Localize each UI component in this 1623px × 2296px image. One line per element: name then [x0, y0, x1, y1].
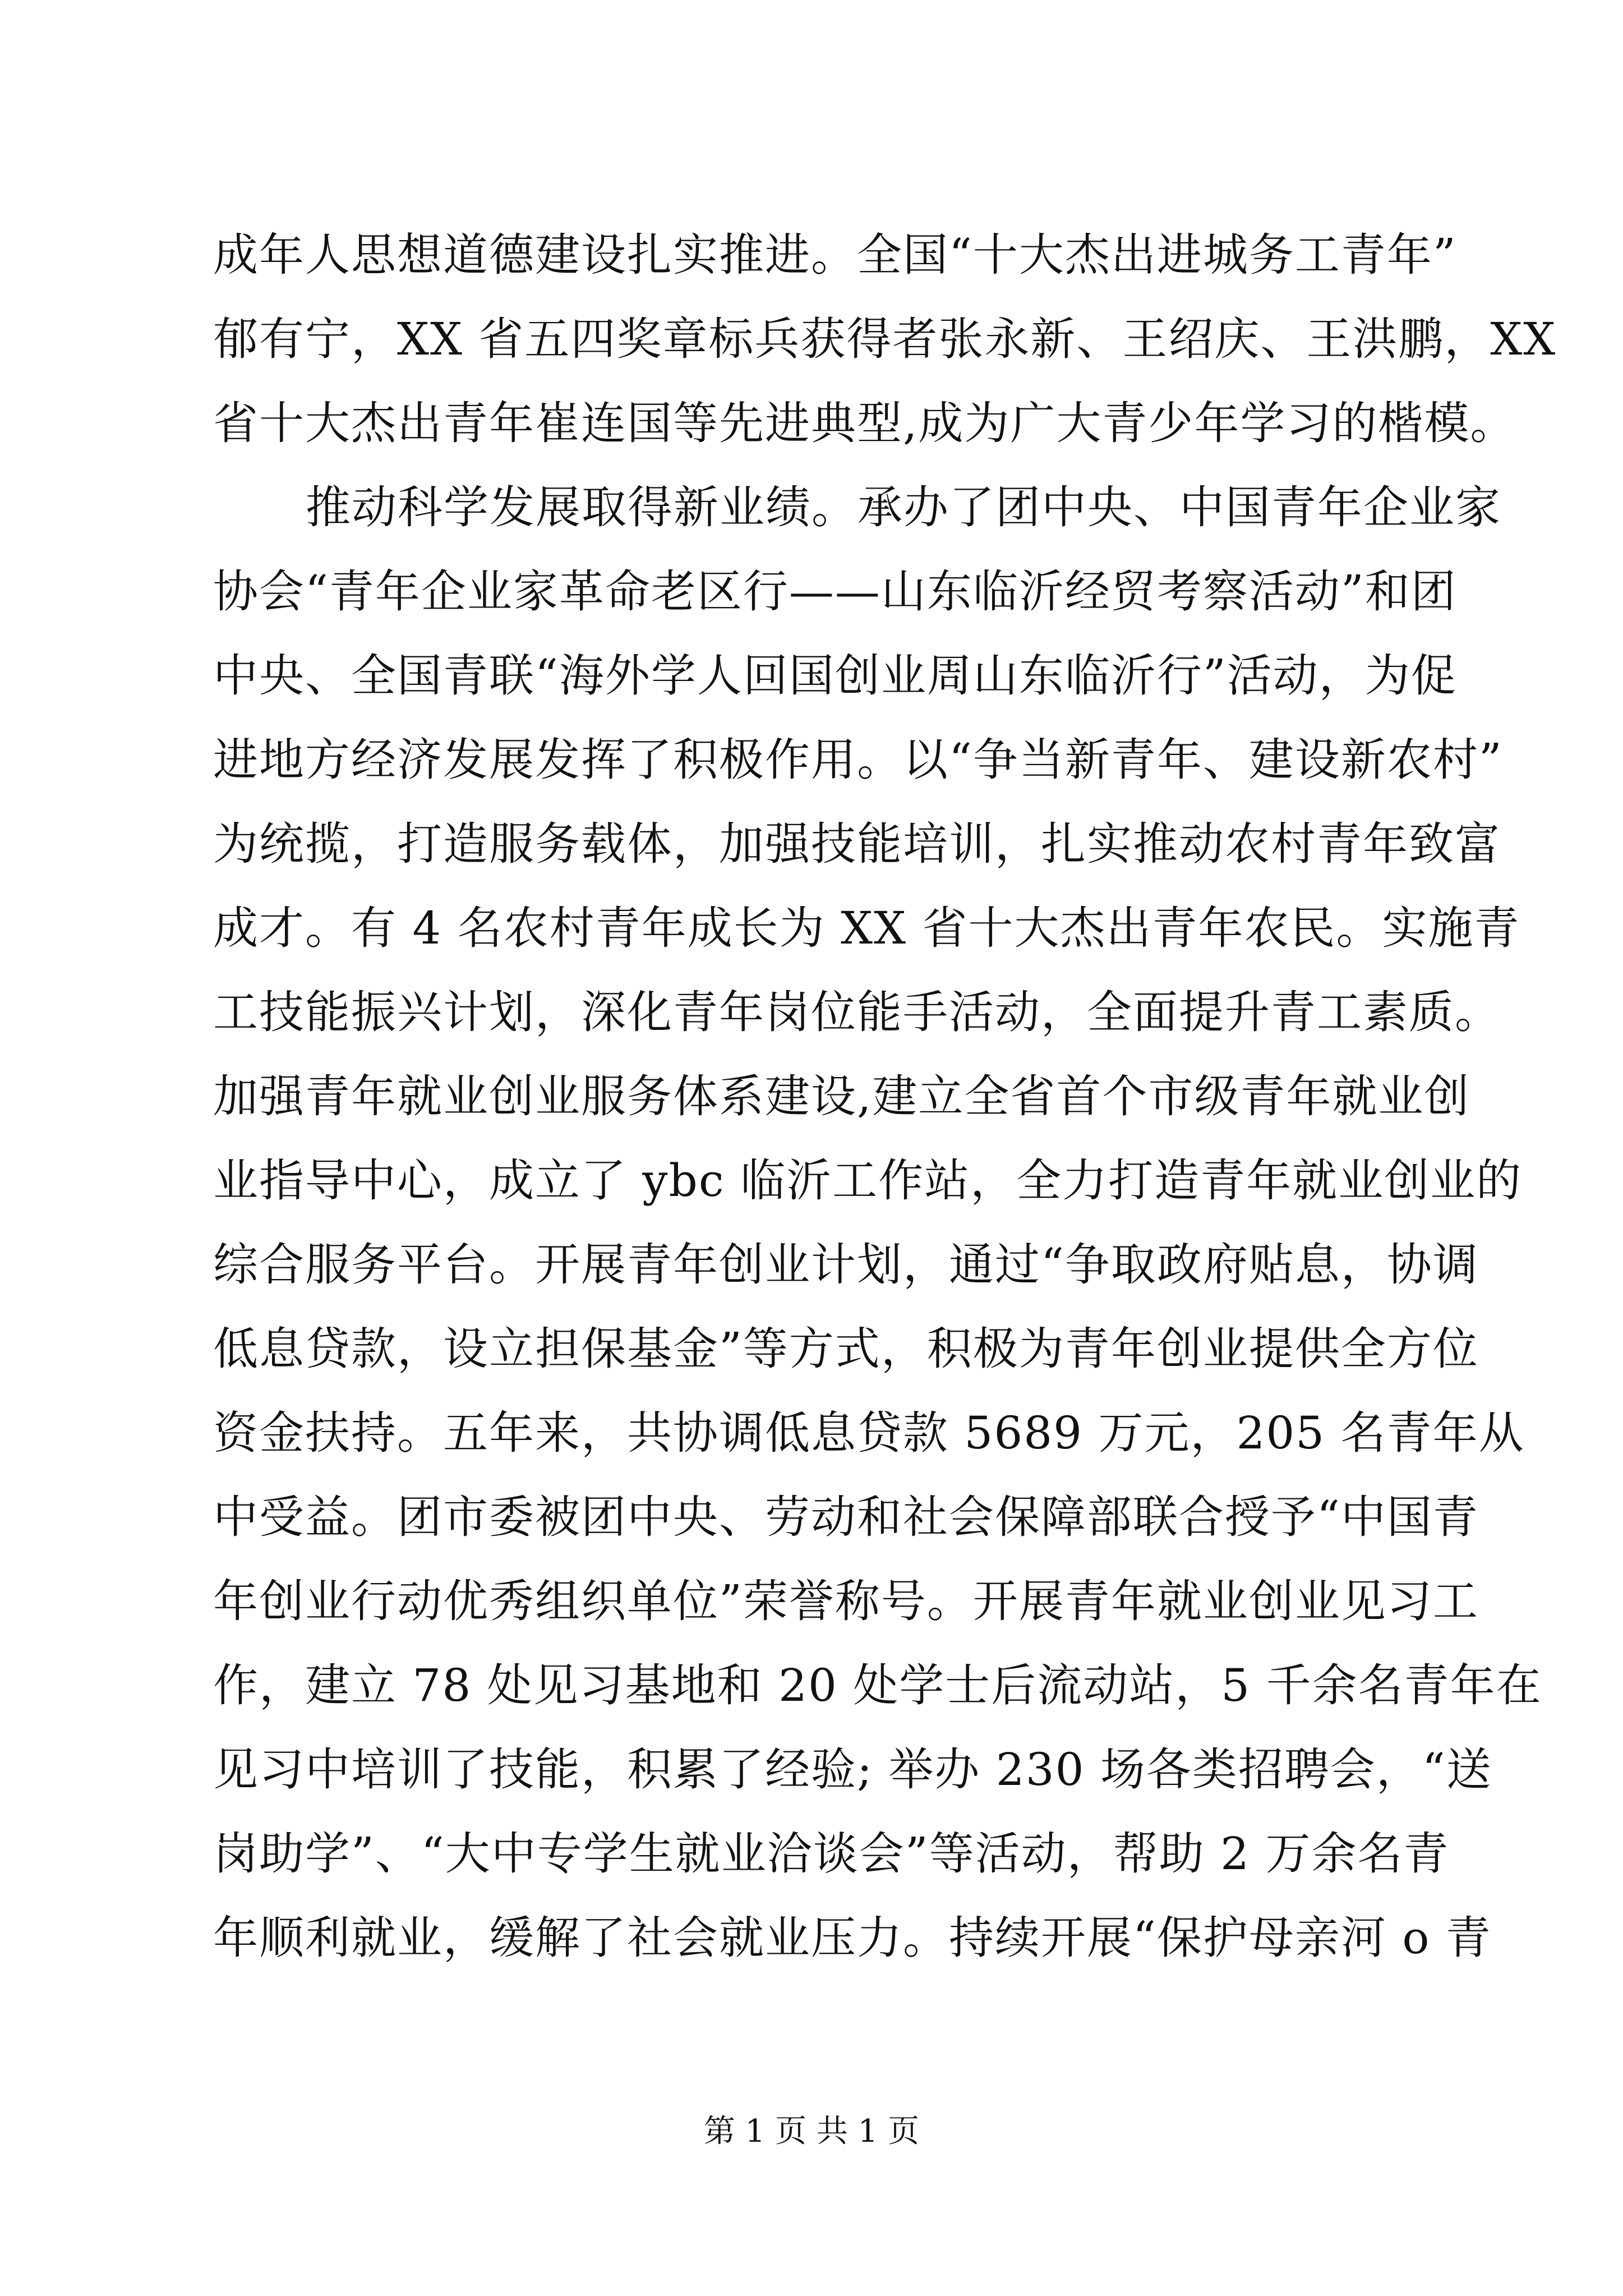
- text-line: 岗助学”、“大中专学生就业洽谈会”等活动，帮助 2 万余名青: [213, 1828, 1450, 1880]
- text-line: 低息贷款，设立担保基金”等方式，积极为青年创业提供全方位: [213, 1323, 1479, 1375]
- text-line: 作，建立 78 处见习基地和 20 处学士后流动站，5 千余名青年在: [213, 1659, 1542, 1711]
- paragraph-first-line: 推动科学发展取得新业绩。承办了团中央、中国青年企业家: [306, 481, 1501, 533]
- text-line: 业指导中心，成立了 ybc 临沂工作站，全力打造青年就业创业的: [213, 1154, 1523, 1207]
- document-body: [213, 213, 1557, 1980]
- text-line: 协会“青年企业家革命老区行——山东临沂经贸考察活动”和团: [213, 565, 1457, 618]
- text-line: 中央、全国青联“海外学人回国创业周山东临沂行”活动，为促: [213, 650, 1457, 702]
- text-line: 为统揽，打造服务载体，加强技能培训，扎实推动农村青年致富: [213, 818, 1501, 870]
- text-line: 资金扶持。五年来，共协调低息贷款 5689 万元，205 名青年从: [213, 1407, 1525, 1459]
- page-number-label: 第 1 页 共 1 页: [703, 2113, 920, 2150]
- text-line: 省十大杰出青年崔连国等先进典型,成为广大青少年学习的楷模。: [213, 397, 1516, 449]
- text-line: 年顺利就业，缓解了社会就业压力。持续开展“保护母亲河 o 青: [213, 1912, 1492, 1964]
- text-line: 进地方经济发展发挥了积极作用。以“争当新青年、建设新农村”: [213, 734, 1503, 786]
- text-line: 加强青年就业创业服务体系建设,建立全省首个市级青年就业创: [213, 1070, 1470, 1122]
- text-line: 中受益。团市委被团中央、劳动和社会保障部联合授予“中国青: [213, 1491, 1479, 1543]
- text-line: 年创业行动优秀组织单位”荣誉称号。开展青年就业创业见习工: [213, 1575, 1479, 1627]
- text-line: 综合服务平台。开展青年创业计划，通过“争取政府贴息，协调: [213, 1239, 1479, 1291]
- text-line: 见习中培训了技能，积累了经验; 举办 230 场各类招聘会，“送: [213, 1743, 1492, 1796]
- text-line: 成年人思想道德建设扎实推进。全国“十大杰出进城务工青年”: [213, 229, 1457, 281]
- text-line: 工技能振兴计划，深化青年岗位能手活动，全面提升青工素质。: [213, 986, 1501, 1038]
- text-line: 成才。有 4 名农村青年成长为 XX 省十大杰出青年农民。实施青: [213, 902, 1520, 954]
- page-footer: [0, 2109, 1623, 2154]
- text-line: 郁有宁，XX 省五四奖章标兵获得者张永新、王绍庆、王洪鹏，XX: [213, 313, 1557, 365]
